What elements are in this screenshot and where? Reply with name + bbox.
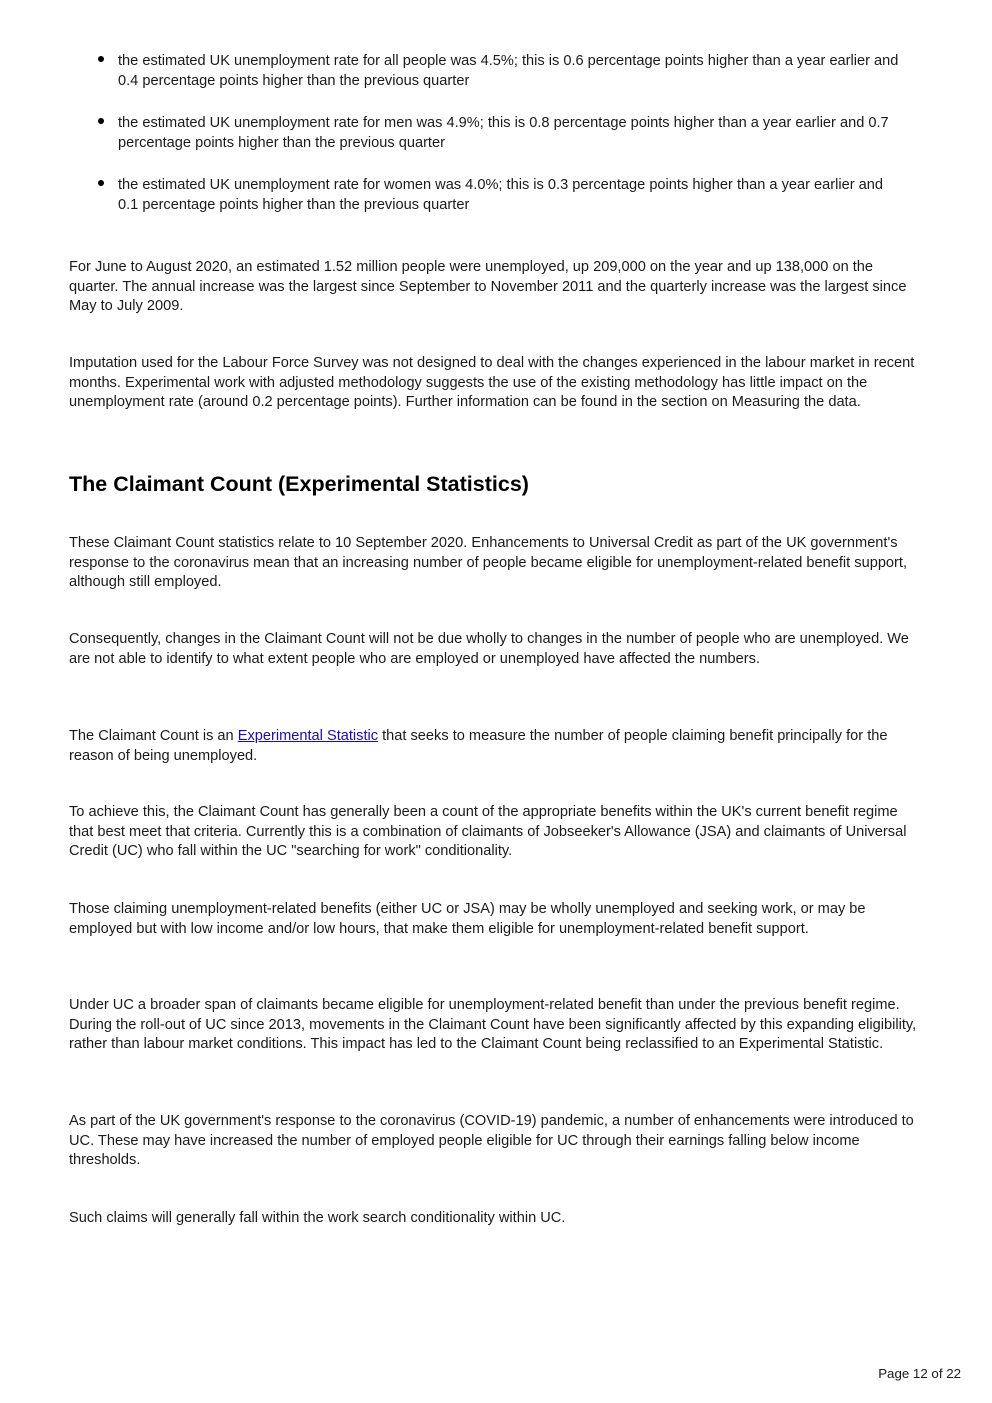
bullet-item-all-people: [96, 52, 906, 91]
section-heading-claimant-count: The Claimant Count (Experimental Statistics): [69, 472, 529, 496]
bullet-item-men: [96, 114, 906, 153]
paragraph-under-uc: Under UC a broader span of claimants became eligible for unemployment-related benefit than under the previous benefit regime. During the roll-out of UC since 2013, movements in the Claimant Count have been significantly affected by this expanding eligibility, rather than labour market conditions. This impact has led to the Claimant Count being reclassified to an Experimental Statistic.: [69, 997, 917, 1053]
bullet-text: the estimated UK unemployment rate for men was 4.9%; this is 0.8 percentage points higher than a year earlier and 0.7 percentage points higher than the previous quarter: [118, 115, 889, 151]
experimental-text-after: that seeks to measure the number of people claiming benefit principally for the reason of being unemployed.: [69, 728, 888, 764]
paragraph-claimant-relate: These Claimant Count statistics relate to 10 September 2020. Enhancements to Universal Credit as part of the UK government's response to the coronavirus mean that an increasing number of people became eligible for unemployment-related benefit support, although still employed.: [69, 535, 908, 591]
bullet-item-women: [96, 176, 906, 215]
bullet-icon: [98, 118, 104, 124]
experimental-text-before: The Claimant Count is an: [69, 728, 238, 744]
bullet-text: the estimated UK unemployment rate for all people was 4.5%; this is 0.6 percentage points higher than a year earlier and 0.4 percentage points higher than the previous quarter: [118, 53, 899, 89]
paragraph-imputation: Imputation used for the Labour Force Survey was not designed to deal with the changes experienced in the labour market in recent months. Experimental work with adjusted methodology suggests the use of the existing methodology has little impact on the unemployment rate (around 0.2 percentage points). Further information can be found in the section on Measuring the data.: [69, 355, 915, 411]
paragraph-covid: As part of the UK government's response to the coronavirus (COVID-19) pandemic, a number of enhancements were introduced to UC. These may have increased the number of employed people eligible for UC through their earnings falling below income thresholds.: [69, 1113, 914, 1169]
bullet-icon: [98, 56, 104, 62]
paragraph-achieve: To achieve this, the Claimant Count has generally been a count of the appropriate benefits within the UK's current benefit regime that best meet that criteria. Currently this is a combination of claimants of Jobseeker's Allowance (JSA) and claimants of Universal Credit (UC) who fall within the UC "searching for work" conditionality.: [69, 804, 907, 860]
bullet-text: the estimated UK unemployment rate for women was 4.0%; this is 0.3 percentage points higher than a year earlier and 0.1 percentage points higher than the previous quarter: [118, 177, 883, 213]
paragraph-those-claiming: Those claiming unemployment-related benefits (either UC or JSA) may be wholly unemployed and seeking work, or may be employed but with low income and/or low hours, that make them eligible for unemployment-related benefit support.: [69, 901, 866, 937]
paragraph-june-august: For June to August 2020, an estimated 1.52 million people were unemployed, up 209,000 on the year and up 138,000 on the quarter. The annual increase was the largest since September to November 2011 and the quarterly increase was the largest since May to July 2009.: [69, 259, 907, 315]
page-number: Page 12 of 22: [878, 1366, 961, 1381]
paragraph-such-claims: Such claims will generally fall within the work search conditionality within UC.: [69, 1210, 566, 1226]
paragraph-experimental-statistic: [69, 727, 917, 766]
unemployment-rate-bullet-list: [96, 52, 906, 239]
bullet-icon: [98, 180, 104, 186]
experimental-statistic-link[interactable]: Experimental Statistic: [237, 728, 379, 744]
paragraph-consequently: Consequently, changes in the Claimant Count will not be due wholly to changes in the number of people who are unemployed. We are not able to identify to what extent people who are employed or unemployed have affected the numbers.: [69, 631, 909, 667]
